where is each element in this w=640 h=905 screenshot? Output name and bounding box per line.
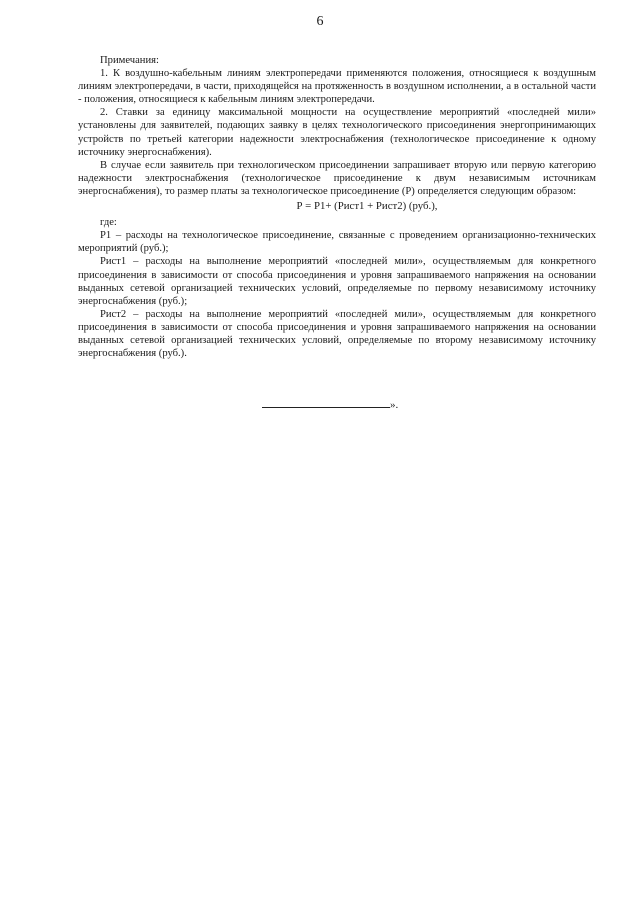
definition-p1: Р1 – расходы на технологическое присоединение, связанные с проведением организационно-технических мероприятий (руб.);	[78, 230, 596, 255]
where-label: где:	[100, 217, 117, 229]
closing-mark: ».	[390, 399, 399, 411]
payment-formula: Р = Р1+ (Рист1 + Рист2) (руб.),	[296, 200, 438, 213]
paragraph-two-sources: В случае если заявитель при технологическом присоединении запрашивает вторую или первую категорию надежности электроснабжения (технологическое присоединение к двум независимым источникам энергоснабжения), то размер платы за технологическое присоединение (Р) определяется следующим образом:	[78, 159, 596, 197]
page-number: 6	[316, 14, 324, 29]
notes-heading: Примечания:	[100, 55, 159, 66]
definition-rist1: Рист1 – расходы на выполнение мероприятий «последней мили», осуществляемым для конкретного присоединения в зависимости от способа присоединения и уровня запрашиваемого напряжения на основании выданных сетевой организацией технических условий, определяемые по первому независимому источнику энергоснабжения (руб.);	[78, 256, 596, 307]
note-1: 1. К воздушно-кабельным линиям электропередачи применяются положения, относящиеся к воздушным линиям электропередачи, в части, приходящейся на протяженность в воздушном исполнении, а в остальной части - положения, относящиеся к кабельным линиям электропередачи.	[78, 68, 596, 106]
closing-underline	[262, 397, 390, 408]
document-body	[78, 54, 596, 360]
note-2: 2. Ставки за единицу максимальной мощности на осуществление мероприятий «последней мили» установлены для заявителей, подающих заявку в целях технологического присоединения энергопринимающих устройств по третьей категории надежности электроснабжения (технологическое присоединение к одному источнику энергоснабжения).	[78, 107, 596, 158]
closing-line	[262, 397, 398, 411]
definition-rist2: Рист2 – расходы на выполнение мероприятий «последней мили», осуществляемым для конкретного присоединения в зависимости от способа присоединения и уровня запрашиваемого напряжения на основании выданных сетевой организацией технических условий, определяемые по второму независимому источнику энергоснабжения (руб.).	[78, 308, 596, 360]
